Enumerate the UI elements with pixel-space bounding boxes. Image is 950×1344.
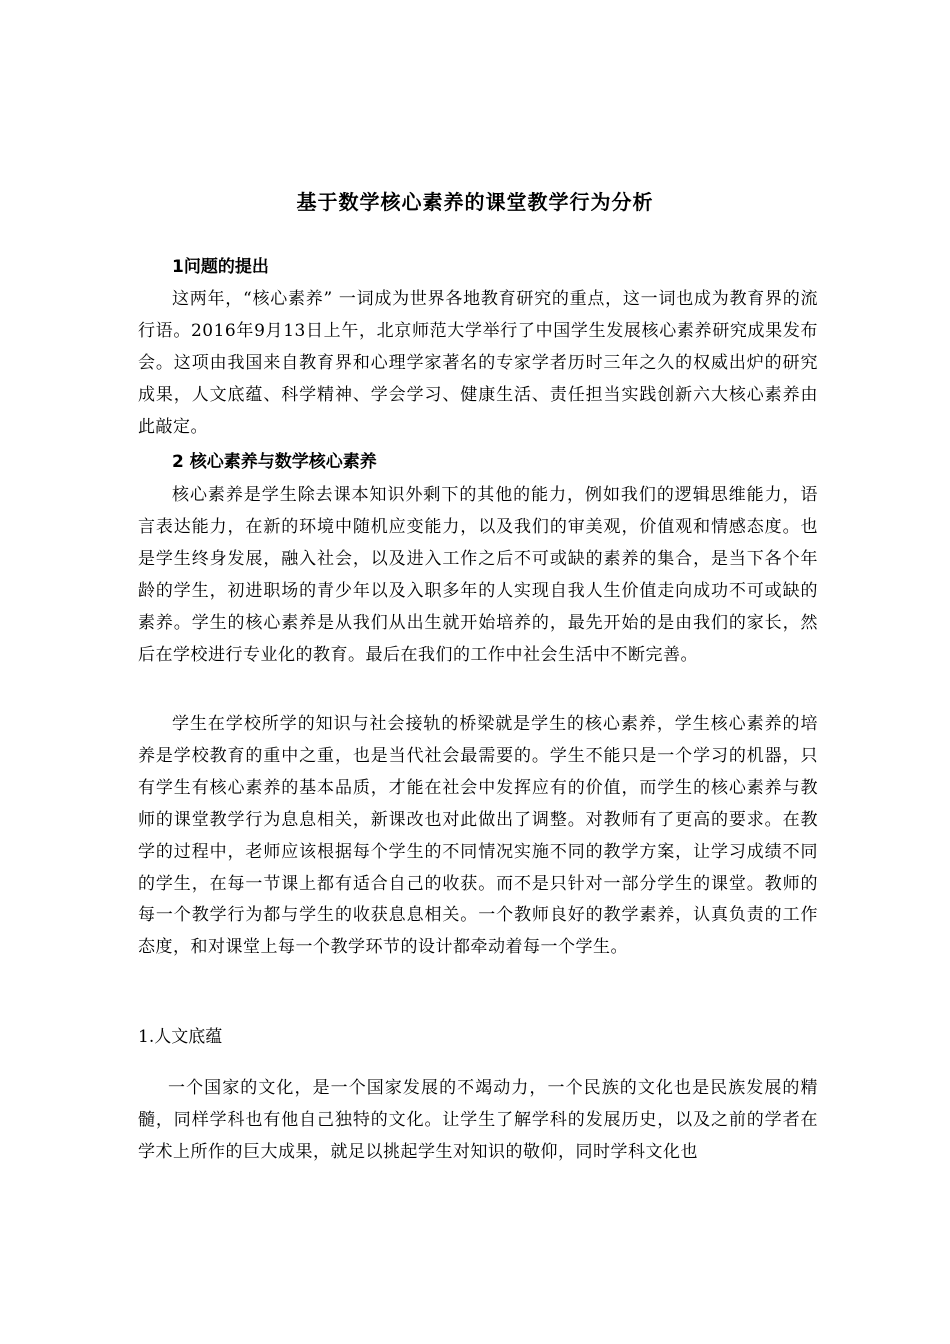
section-heading-humanities: 1.人文底蕴 xyxy=(138,1027,223,1047)
paragraph-core-literacy-definition: 核心素养是学生除去课本知识外剩下的其他的能力，例如我们的逻辑思维能力，语言表达能力，在新的环境中随机应变能力，以及我们的审美观，价值观和情感态度。也是学生终身发展，融入社会，以及进入工作之后不可或缺的素养的集合，是当下各个年龄的学生，初进职场的青少年以及入职多年的人实现自我人生价值走向成功不可或缺的素养。学生的核心素养是从我们从出生就开始培养的，最先开始的是由我们的家长，然后在学校进行专业化的教育。最后在我们的工作中社会生活中不断完善。 xyxy=(138,485,818,665)
section-heading-core-literacy: 2 核心素养与数学核心素养 xyxy=(172,452,377,472)
paragraph-humanities: 一个国家的文化，是一个国家发展的不竭动力，一个民族的文化也是民族发展的精髓，同样学科也有他自己独特的文化。让学生了解学科的发展历史，以及之前的学者在学术上所作的巨大成果，就足以挑起学生对知识的敬仰，同时学科文化也 xyxy=(138,1078,818,1162)
section-heading-problem: 1问题的提出 xyxy=(172,257,269,277)
paragraph-core-literacy-teaching: 学生在学校所学的知识与社会接轨的桥梁就是学生的核心素养，学生核心素养的培养是学校教育的重中之重，也是当代社会最需要的。学生不能只是一个学习的机器，只有学生有核心素养的基本品质，才能在社会中发挥应有的价值，而学生的核心素养与教师的课堂教学行为息息相关，新课改也对此做出了调整。对教师有了更高的要求。在教学的过程中，老师应该根据每个学生的不同情况实施不同的教学方案，让学习成绩不同的学生，在每一节课上都有适合自己的收获。而不是只针对一部分学生的课堂。教师的每一个教学行为都与学生的收获息息相关。一个教师良好的教学素养，认真负责的工作态度，和对课堂上每一个教学环节的设计都牵动着每一个学生。 xyxy=(138,714,818,958)
document-title: 基于数学核心素养的课堂教学行为分析 xyxy=(296,190,654,214)
paragraph-problem-intro: 这两年，“核心素养” 一词成为世界各地教育研究的重点，这一词也成为教育界的流行语。2016年9月13日上午，北京师范大学举行了中国学生发展核心素养研究成果发布会。这项由我国来自教育界和心理学家著名的专家学者历时三年之久的权威出炉的研究成果，人文底蕴、科学精神、学会学习、健康生活、责任担当实践创新六大核心素养由此敲定。 xyxy=(138,289,818,437)
